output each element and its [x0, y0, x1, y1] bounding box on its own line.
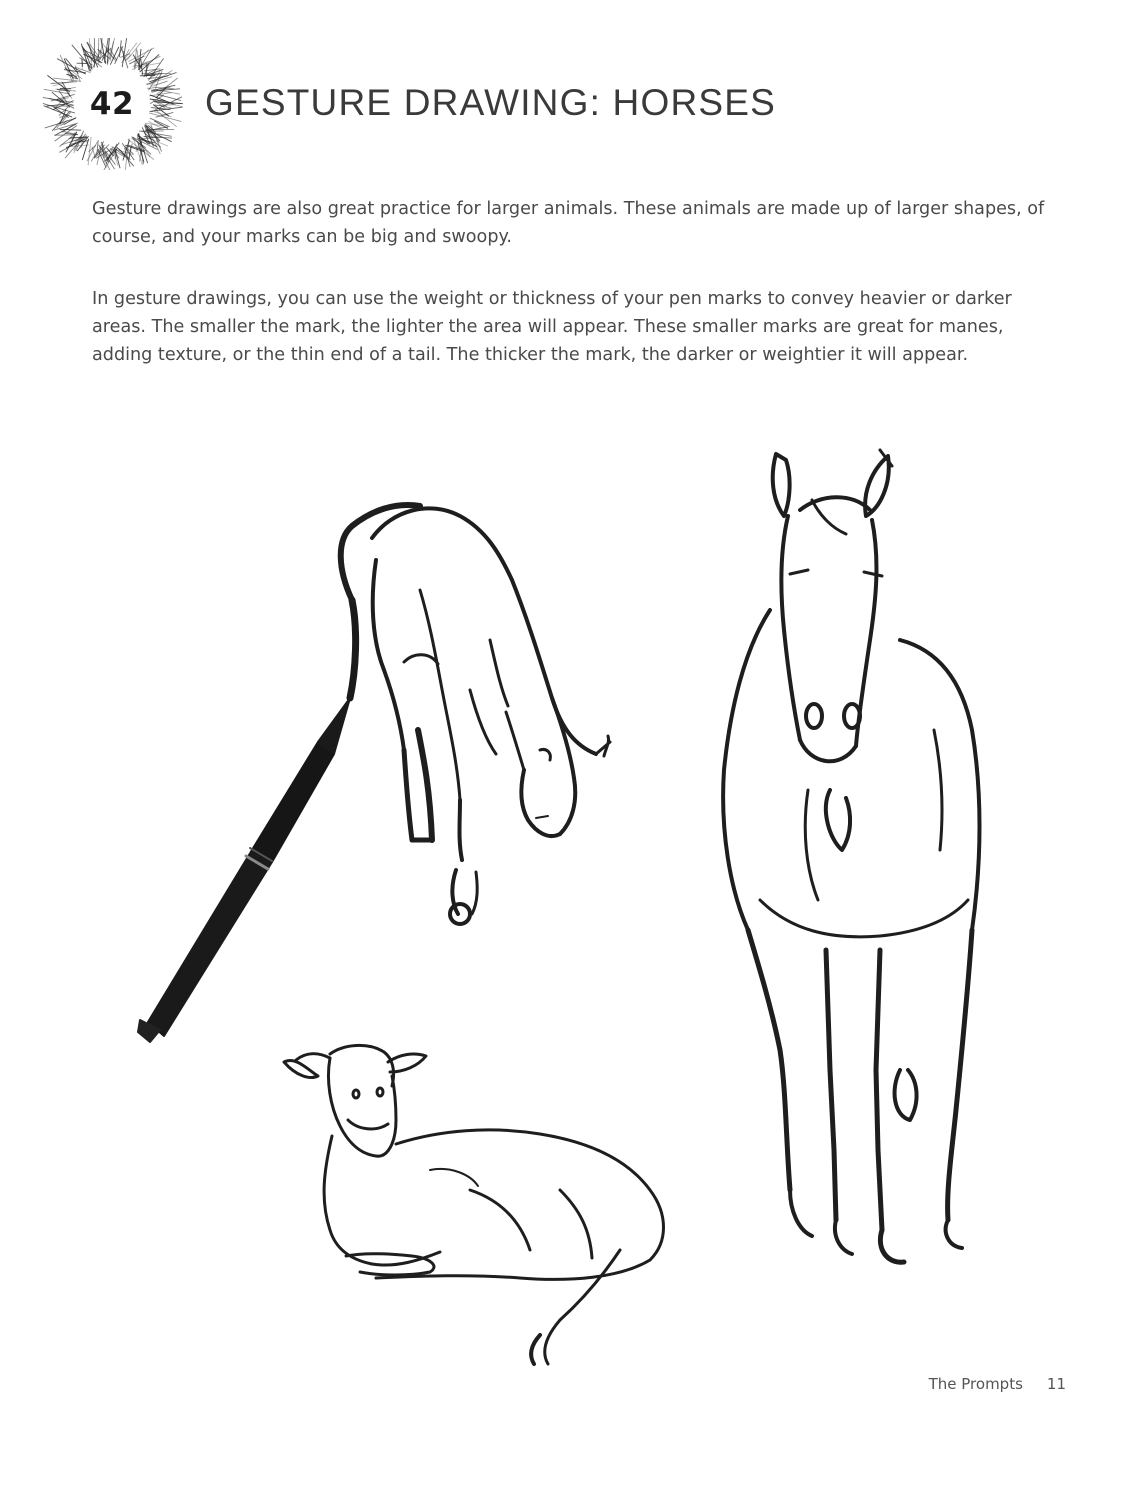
brush-pen-icon: [138, 600, 356, 1042]
prompt-number: 42: [89, 86, 135, 122]
number-badge: [36, 38, 188, 170]
paragraph-intro: Gesture drawings are also great practice for larger animals. These animals are made up of larger shapes, of course, and your marks can be big and swoopy.: [92, 199, 1045, 247]
illustration-area: [0, 430, 1134, 1370]
resting-calf-sketch: [284, 1045, 664, 1364]
page-number: 11: [1046, 1375, 1066, 1393]
footer-section-label: The Prompts: [928, 1375, 1023, 1393]
page-footer: [929, 1375, 1066, 1393]
page-title: GESTURE DRAWING: HORSES: [205, 82, 777, 123]
standing-horse-sketch: [723, 450, 979, 1262]
paragraph-technique: In gesture drawings, you can use the weight or thickness of your pen marks to convey heavier or darker areas. The smaller the mark, the lighter the area will appear. These smaller marks are great for manes, adding texture, or the thin end of a tail. The thicker the mark, the darker or weightier it will appear.: [92, 289, 1012, 365]
grazing-horse-sketch: [341, 505, 610, 924]
